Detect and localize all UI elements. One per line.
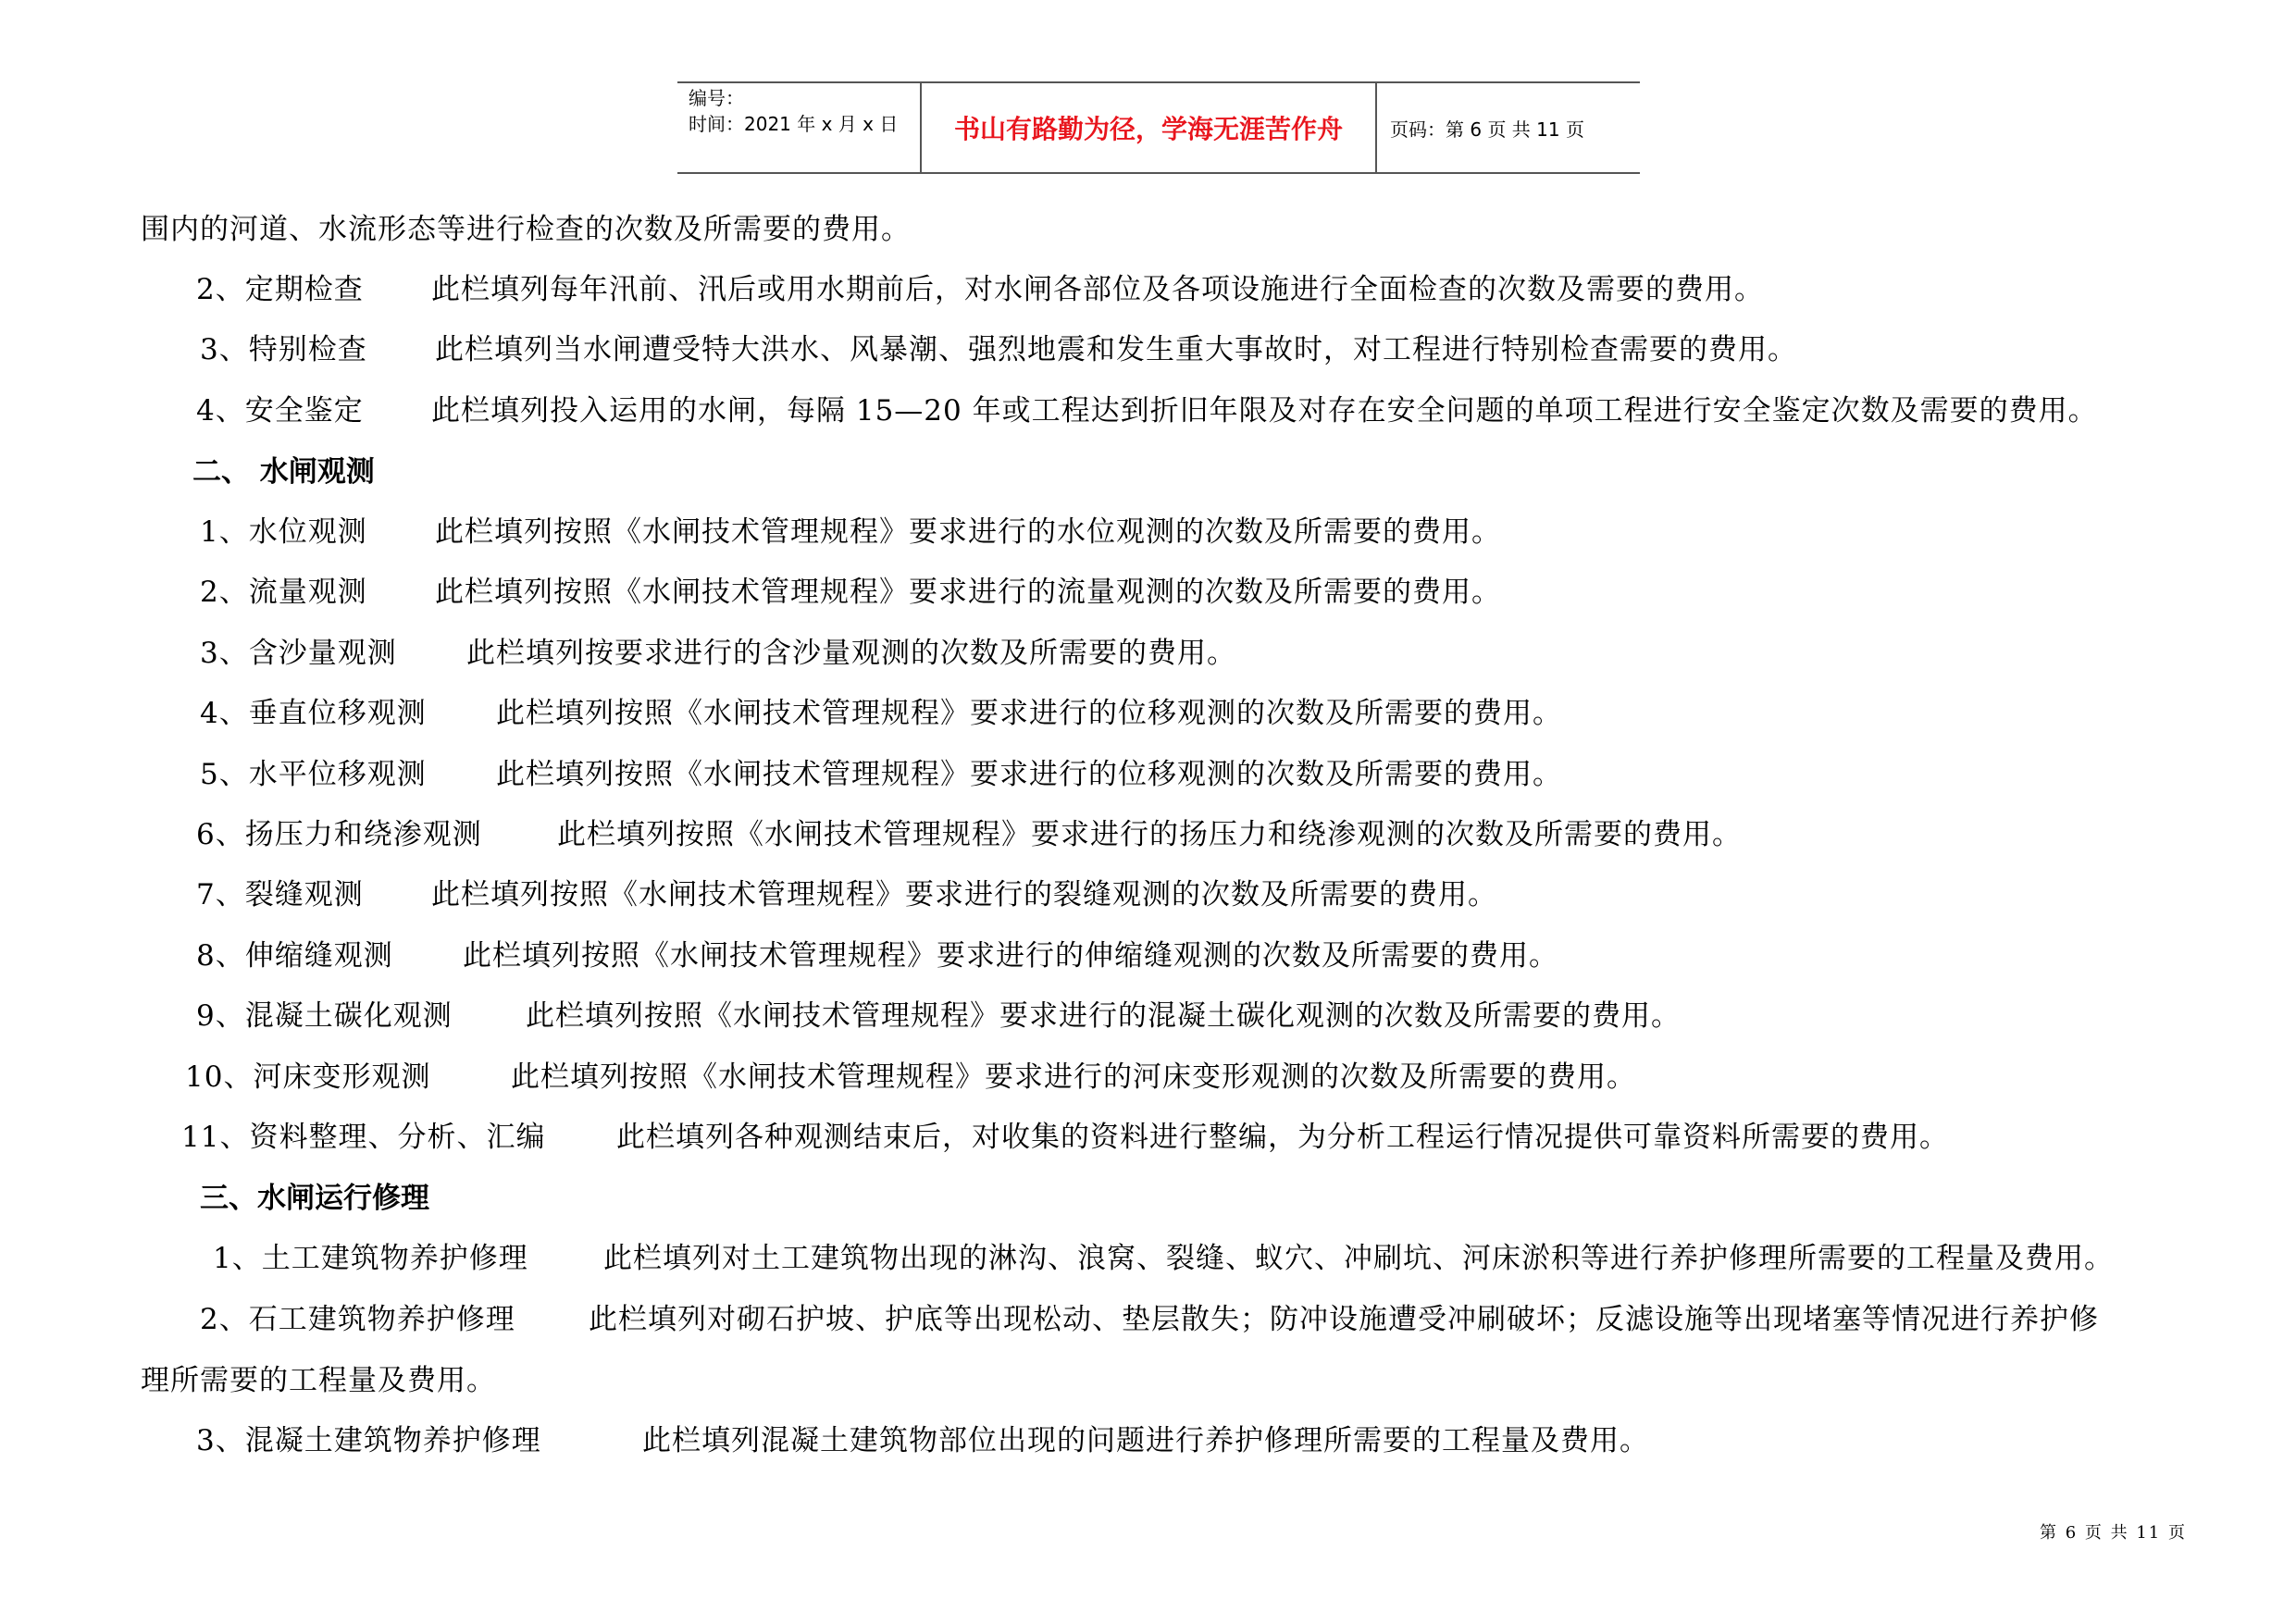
item-text: 此栏填列各种观测结束后，对收集的资料进行整编，为分析工程运行情况提供可靠资料所需要的费用。	[616, 1121, 1949, 1154]
item-safety-appraisal	[196, 392, 2098, 429]
item-horizontal-displacement	[200, 756, 1562, 793]
item-text: 此栏填列对砌石护坡、护底等出现松动、垫层散失；防冲设施遭受冲刷破坏；反滤设施等出现堵塞等情况进行养护修	[589, 1303, 2099, 1336]
item-text: 此栏填列按照《水闸技术管理规程》要求进行的位移观测的次数及所需要的费用。	[496, 758, 1562, 791]
item-regular-inspection	[196, 271, 1764, 308]
item-label: 8、伸缩缝观测	[196, 939, 393, 973]
item-label: 9、混凝土碳化观测	[196, 999, 453, 1033]
page-footer: 第 6 页 共 11 页	[2040, 1523, 2187, 1543]
item-crack	[196, 876, 1497, 913]
item-water-level	[200, 514, 1501, 551]
item-riverbed	[185, 1059, 1636, 1096]
item-text: 此栏填列按要求进行的含沙量观测的次数及所需要的费用。	[466, 637, 1236, 670]
item-label: 10、河床变形观测	[185, 1060, 431, 1094]
number-label: 编号：	[689, 87, 744, 109]
item-label: 7、裂缝观测	[196, 878, 364, 911]
item-text: 此栏填列投入运用的水闸，每隔 15—20 年或工程达到折旧年限及对存在安全问题的单项工程进行安全鉴定次数及需要的费用。	[431, 394, 2098, 428]
item-text: 此栏填列按照《水闸技术管理规程》要求进行的伸缩缝观测的次数及所需要的费用。	[463, 939, 1558, 973]
item-text: 此栏填列每年汛前、汛后或用水期前后，对水闸各部位及各项设施进行全面检查的次数及需要的费用。	[431, 273, 1764, 306]
motto-text: 书山有路勤为径，学海无涯苦作舟	[953, 114, 1343, 144]
item-text: 此栏填列按照《水闸技术管理规程》要求进行的混凝土碳化观测的次数及所需要的费用。	[526, 999, 1681, 1033]
item-label: 3、混凝土建筑物养护修理	[196, 1424, 541, 1457]
item-label: 11、资料整理、分析、汇编	[181, 1121, 546, 1154]
item-special-inspection	[200, 331, 1797, 368]
item-expansion-joint	[196, 937, 1558, 974]
item-text: 此栏填列按照《水闸技术管理规程》要求进行的水位观测的次数及所需要的费用。	[435, 515, 1501, 549]
item-carbonation	[196, 998, 1681, 1035]
item-label: 4、垂直位移观测	[200, 697, 427, 730]
item-flow	[200, 574, 1501, 611]
paragraph-continuation	[141, 211, 911, 248]
item-label: 5、水平位移观测	[200, 758, 427, 791]
header-page	[1377, 83, 1640, 172]
page-label: 页码：第 6 页 共 11 页	[1390, 118, 1584, 141]
header-meta	[677, 83, 920, 172]
paragraph-text: 围内的河道、水流形态等进行检查的次数及所需要的费用。	[141, 213, 911, 246]
time-label: 时间：2021 年 x 月 x 日	[689, 113, 899, 135]
item-text: 此栏填列按照《水闸技术管理规程》要求进行的位移观测的次数及所需要的费用。	[496, 697, 1562, 730]
item-label: 3、含沙量观测	[200, 637, 397, 670]
item-text: 此栏填列按照《水闸技术管理规程》要求进行的河床变形观测的次数及所需要的费用。	[511, 1060, 1636, 1094]
paragraph-text: 理所需要的工程量及费用。	[141, 1364, 496, 1397]
item-text: 此栏填列按照《水闸技术管理规程》要求进行的扬压力和绕渗观测的次数及所需要的费用。	[557, 818, 1742, 851]
section-heading-2: 二、 水闸观测	[192, 455, 375, 489]
document-header	[677, 81, 1640, 174]
paragraph-continuation-2	[141, 1362, 496, 1399]
item-concrete-structure	[196, 1422, 1649, 1459]
item-uplift-seepage	[196, 816, 1742, 853]
item-label: 4、安全鉴定	[196, 394, 364, 428]
item-label: 1、水位观测	[200, 515, 367, 549]
item-label: 3、特别检查	[200, 333, 367, 366]
item-text: 此栏填列混凝土建筑物部位出现的问题进行养护修理所需要的工程量及费用。	[642, 1424, 1649, 1457]
item-label: 6、扬压力和绕渗观测	[196, 818, 482, 851]
item-sediment	[200, 635, 1236, 672]
header-motto	[920, 83, 1377, 172]
section-heading-3: 三、水闸运行修理	[200, 1182, 429, 1215]
item-vertical-displacement	[200, 695, 1562, 732]
item-text: 此栏填列当水闸遭受特大洪水、风暴潮、强烈地震和发生重大事故时，对工程进行特别检查需要的费用。	[435, 333, 1797, 366]
item-text: 此栏填列按照《水闸技术管理规程》要求进行的裂缝观测的次数及所需要的费用。	[431, 878, 1497, 911]
item-label: 2、流量观测	[200, 576, 367, 609]
item-label: 2、石工建筑物养护修理	[200, 1303, 515, 1336]
item-earth-structure	[213, 1240, 2114, 1277]
item-stone-structure	[200, 1301, 2099, 1338]
item-label: 1、土工建筑物养护修理	[213, 1242, 528, 1275]
item-text: 此栏填列按照《水闸技术管理规程》要求进行的流量观测的次数及所需要的费用。	[435, 576, 1501, 609]
item-label: 2、定期检查	[196, 273, 364, 306]
item-text: 此栏填列对土工建筑物出现的淋沟、浪窝、裂缝、蚁穴、冲刷坑、河床淤积等进行养护修理所需要的工程量及费用。	[603, 1242, 2114, 1275]
item-data-compilation	[181, 1119, 1949, 1156]
